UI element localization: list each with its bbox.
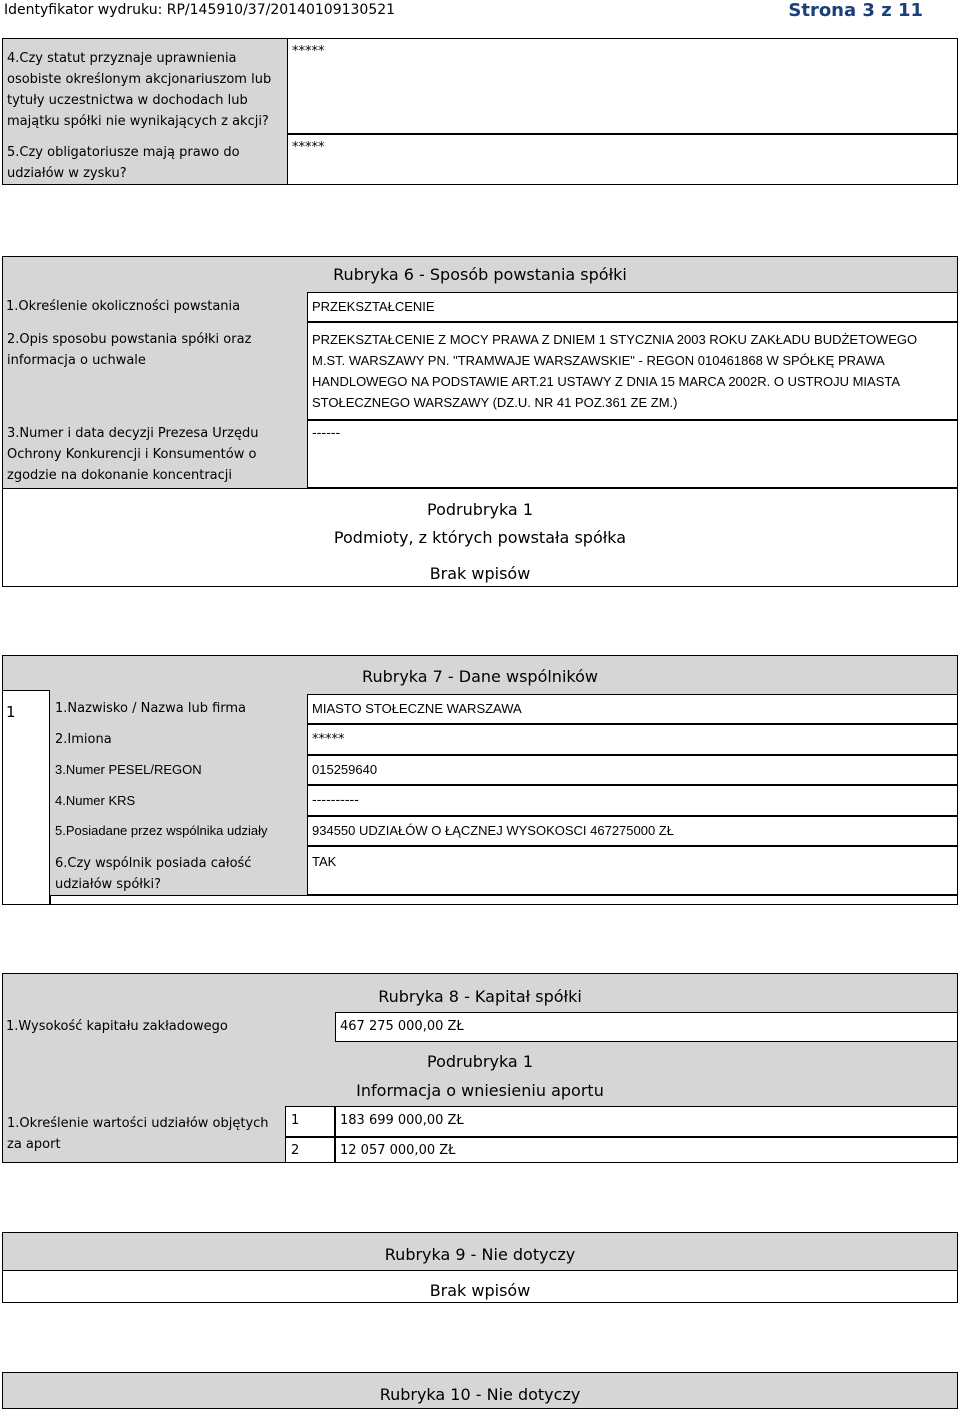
r7-row4-label: 4.Numer KRS [55, 793, 136, 808]
rubryka9-empty: Brak wpisów [429, 1281, 531, 1300]
r7-row1-label: 1.Nazwisko / Nazwa lub firma [55, 701, 247, 716]
r6-f2-label: 2.Opis sposobu powstania spółki oraz informacja o uchwale [7, 332, 252, 368]
r6-f3-label: 3.Numer i data decyzji Prezesa Urzędu Ochrony Konkurencji i Konsumentów o zgodzie na dokonanie koncentracji [7, 426, 259, 483]
rubryka10-title: Rubryka 10 - Nie dotyczy [379, 1385, 581, 1404]
r6-f3-value-cell [307, 420, 958, 488]
r8-aport-v2: 12 057 000,00 ZŁ [340, 1143, 456, 1158]
r8-aport-label: 1.Określenie wartości udziałów objętych za aport [7, 1116, 269, 1152]
page-number: Strona 3 z 11 [788, 0, 923, 21]
r8-f1-value: 467 275 000,00 ZŁ [340, 1019, 464, 1034]
r8-f1-label: 1.Wysokość kapitału zakładowego [6, 1019, 228, 1034]
r7-index-cell [2, 690, 50, 905]
r8-aport-n1: 1 [291, 1113, 300, 1128]
r6-f1-value: PRZEKSZTAŁCENIE [312, 299, 435, 314]
r7-row5-label: 5.Posiadane przez wspólnika udziały [55, 823, 268, 838]
print-identifier: Identyfikator wydruku: RP/145910/37/20140109130521 [4, 2, 396, 18]
r6-f1-label: 1.Określenie okoliczności powstania [6, 299, 241, 314]
r8-aport-n2: 2 [291, 1143, 300, 1158]
r7-row2-value-cell [307, 724, 958, 755]
rubryka7-title: Rubryka 7 - Dane wspólników [362, 667, 598, 686]
q5-value-cell [287, 134, 958, 185]
r7-row3-label: 3.Numer PESEL/REGON [55, 762, 202, 777]
r8-aport-v1: 183 699 000,00 ZŁ [340, 1113, 464, 1128]
q5-label: 5.Czy obligatoriusze mają prawo do udziałów w zysku? [7, 145, 240, 181]
q4-value-cell [287, 38, 958, 134]
q4-value: ***** [292, 44, 325, 59]
r8-sub-title1: Podrubryka 1 [427, 1052, 533, 1071]
r7-row4-value: ---------- [312, 793, 359, 808]
r6-sub-title1: Podrubryka 1 [427, 500, 533, 519]
r6-sub-title2: Podmioty, z których powstała spółka [333, 528, 627, 547]
r7-index: 1 [6, 703, 16, 721]
r7-row2-value: ***** [312, 732, 345, 747]
r7-row3-value-cell [307, 755, 958, 785]
r7-row6-value: TAK [312, 854, 337, 869]
r6-f2-value: PRZEKSZTAŁCENIE Z MOCY PRAWA Z DNIEM 1 STYCZNIA 2003 ROKU ZAKŁADU BUDŻETOWEGO M.ST. WARSZAWY PN. "TRAMWAJE WARSZAWSKIE" - REGON 010461868 W SPÓŁKĘ PRAWA HANDLOWEGO NA PODSTAWIE ART.21 USTAWY Z DNIA 15 MARCA 2002R. O USTROJU MIASTA STOŁECZNEGO WARSZAWY (DZ.U. NR 41 POZ.361 ZE ZM.) [312, 332, 918, 410]
r7-row6-label: 6.Czy wspólnik posiada całość udziałów spółki? [55, 856, 252, 892]
r7-row2-label: 2.Imiona [55, 732, 112, 747]
q5-value: ***** [292, 140, 325, 155]
r7-row1-value: MIASTO STOŁECZNE WARSZAWA [312, 701, 522, 716]
r7-row4-value-cell [307, 785, 958, 816]
r6-sub-empty: Brak wpisów [429, 564, 531, 583]
r7-row5-value: 934550 UDZIAŁÓW O ŁĄCZNEJ WYSOKOSCI 467275000 ZŁ [312, 823, 674, 838]
q4-label: 4.Czy statut przyznaje uprawnienia osobiste określonym akcjonariuszom lub tytuły uczestnictwa w dochodach lub majątku spółki nie wynikających z akcji? [7, 51, 272, 129]
rubryka9-title: Rubryka 9 - Nie dotyczy [384, 1245, 576, 1264]
r7-row6-value-cell [307, 846, 958, 895]
r6-f3-value: ------ [312, 426, 341, 441]
r7-row3-value: 015259640 [312, 762, 378, 777]
rubryka6-title: Rubryka 6 - Sposób powstania spółki [333, 265, 627, 284]
rubryka8-title: Rubryka 8 - Kapitał spółki [378, 987, 582, 1006]
r8-sub-title2: Informacja o wniesieniu aportu [356, 1081, 604, 1100]
